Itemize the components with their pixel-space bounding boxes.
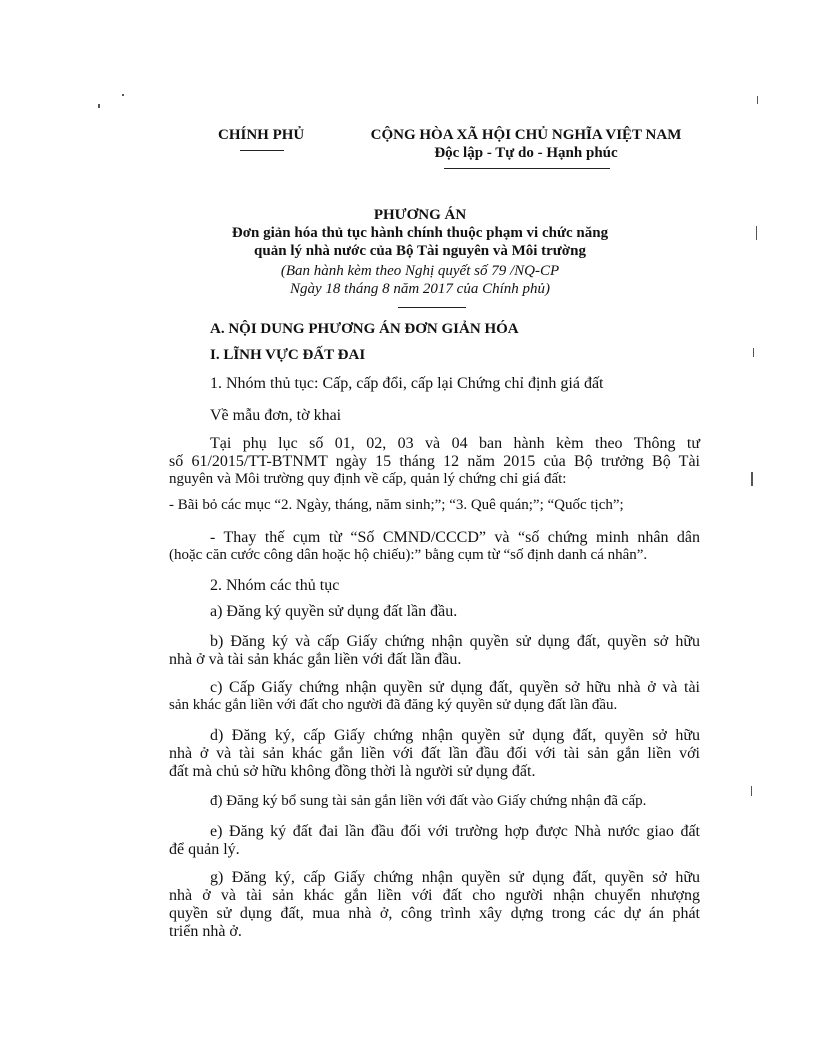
scan-mark xyxy=(751,786,752,796)
item-d-line-1: d) Đăng ký, cấp Giấy chứng nhận quyền sử dụng đất, quyền sở hữu xyxy=(210,727,700,744)
paragraph-1-line-1: Tại phụ lục số 01, 02, 03 và 04 ban hành kèm theo Thông tư xyxy=(210,435,700,452)
item-g-line-1: g) Đăng ký, cấp Giấy chứng nhận quyền sử dụng đất, quyền sở hữu xyxy=(210,869,700,886)
title-divider xyxy=(398,307,466,308)
item-g-line-4: triển nhà ở. xyxy=(169,923,242,940)
item-b-line-1: b) Đăng ký và cấp Giấy chứng nhận quyền sử dụng đất, quyền sở hữu xyxy=(210,633,700,650)
national-title: CỘNG HÒA XÃ HỘI CHỦ NGHĨA VIỆT NAM xyxy=(370,127,682,143)
document-subtitle-line-2: quản lý nhà nước của Bộ Tài nguyên và Môi trường xyxy=(254,243,586,259)
paragraph-1-line-3: nguyên và Môi trường quy định về cấp, quản lý chứng chỉ giá đất: xyxy=(169,471,567,487)
item-d-line-2: nhà ở và tài sản khác gắn liền với đất lần đầu đối với tài sản gắn liền với xyxy=(169,745,700,762)
issuance-reference-line-2: Ngày 18 tháng 8 năm 2017 của Chính phủ) xyxy=(290,281,550,297)
scan-speck xyxy=(122,94,124,96)
item-b-line-2: nhà ở và tài sản khác gắn liền với đất lần đầu. xyxy=(169,651,462,668)
item-e-line-2: để quản lý. xyxy=(169,841,240,858)
item-g-line-2: nhà ở và tài sản khác gắn liền với đất cho người nhận chuyển nhượng xyxy=(169,887,700,904)
org-underline xyxy=(240,150,284,151)
section-a-heading: A. NỘI DUNG PHƯƠNG ÁN ĐƠN GIẢN HÓA xyxy=(210,321,519,337)
group-2-heading: 2. Nhóm các thủ tục xyxy=(210,577,340,594)
bullet-2-line-2: (hoặc căn cước công dân hoặc hộ chiếu):” bằng cụm từ “số định danh cá nhân”. xyxy=(169,547,648,563)
motto-underline xyxy=(444,168,610,169)
item-a: a) Đăng ký quyền sử dụng đất lần đầu. xyxy=(210,603,458,620)
scan-speck xyxy=(98,104,100,108)
item-c-line-2: sản khác gắn liền với đất cho người đã đăng ký quyền sử dụng đất lần đầu. xyxy=(169,697,618,713)
item-e-line-1: e) Đăng ký đất đai lần đầu đối với trường hợp được Nhà nước giao đất xyxy=(210,823,700,840)
issuing-org: CHÍNH PHỦ xyxy=(218,127,305,143)
bullet-2-line-1: - Thay thế cụm từ “Số CMND/CCCD” và “số chứng minh nhân dân xyxy=(210,529,700,546)
section-i-heading: I. LĨNH VỰC ĐẤT ĐAI xyxy=(210,347,366,363)
scan-mark xyxy=(751,472,753,486)
group-1-heading: 1. Nhóm thủ tục: Cấp, cấp đổi, cấp lại Chứng chỉ định giá đất xyxy=(210,375,604,392)
issuance-reference-line-1: (Ban hành kèm theo Nghị quyết số 79 /NQ-CP xyxy=(280,263,560,279)
document-subtitle-line-1: Đơn giản hóa thủ tục hành chính thuộc phạm vi chức năng xyxy=(231,225,609,241)
item-d-line-3: đất mà chủ sở hữu không đồng thời là người sử dụng đất. xyxy=(169,763,536,780)
scan-mark xyxy=(753,348,754,357)
paragraph-1-line-2: số 61/2015/TT-BTNMT ngày 15 tháng 12 năm 2015 của Bộ trưởng Bộ Tài xyxy=(169,453,700,470)
scan-mark xyxy=(757,96,758,104)
item-c-line-1: c) Cấp Giấy chứng nhận quyền sử dụng đất, quyền sở hữu nhà ở và tài xyxy=(210,679,700,696)
item-dd: đ) Đăng ký bổ sung tài sản gắn liền với đất vào Giấy chứng nhận đã cấp. xyxy=(210,793,647,809)
item-g-line-3: quyền sử dụng đất, mua nhà ở, công trình xây dựng trong các dự án phát xyxy=(169,905,700,922)
bullet-1: - Bãi bỏ các mục “2. Ngày, tháng, năm sinh;”; “3. Quê quán;”; “Quốc tịch”; xyxy=(169,497,624,513)
scan-mark xyxy=(756,226,757,240)
national-motto: Độc lập - Tự do - Hạnh phúc xyxy=(434,145,618,161)
forms-heading: Về mẫu đơn, tờ khai xyxy=(210,407,342,424)
document-title: PHƯƠNG ÁN xyxy=(373,207,467,223)
